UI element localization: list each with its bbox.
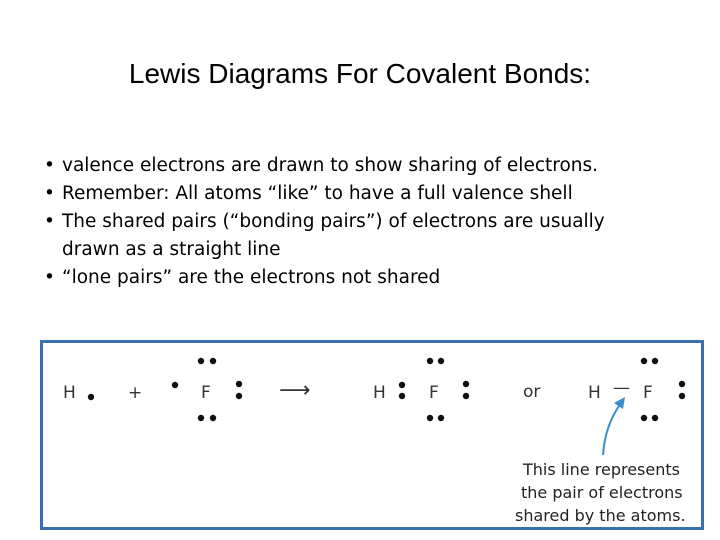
electron-dot	[679, 393, 685, 399]
bullet-item	[44, 208, 605, 264]
bullet-text-continuation: drawn as a straight line	[62, 239, 281, 260]
electron-dot	[641, 415, 647, 421]
electron-dot	[172, 382, 178, 388]
electron-dot	[399, 393, 405, 399]
electron-dot	[427, 415, 433, 421]
pointer-arrowhead	[614, 397, 625, 409]
bullet-item	[44, 180, 605, 208]
electron-dot	[198, 358, 204, 364]
electron-dot	[679, 381, 685, 387]
bullet-text: Remember: All atoms “like” to have a full valence shell	[62, 183, 573, 204]
hydrogen-symbol: H	[373, 383, 386, 403]
bullet-item	[44, 152, 605, 180]
electron-dot	[652, 358, 658, 364]
bond-line: —	[613, 378, 630, 398]
electron-dot	[652, 415, 658, 421]
lewis-diagram	[43, 343, 701, 527]
caption-line: the pair of electrons	[521, 483, 683, 502]
electron-dot	[210, 415, 216, 421]
bullet-item	[44, 264, 605, 292]
caption-line: shared by the atoms.	[515, 506, 686, 525]
electron-dot	[210, 358, 216, 364]
fluorine-symbol: F	[429, 383, 439, 403]
electron-dot	[88, 394, 94, 400]
electron-dot	[236, 393, 242, 399]
fluorine-symbol: F	[201, 383, 211, 403]
or-label: or	[523, 382, 541, 402]
electron-dot	[236, 381, 242, 387]
plus-sign: +	[128, 383, 143, 403]
electron-dot	[438, 415, 444, 421]
electron-dot	[438, 358, 444, 364]
reaction-arrow: ⟶	[279, 378, 311, 403]
electron-dot	[399, 382, 405, 388]
bullet-text: The shared pairs (“bonding pairs”) of electrons are usually	[62, 211, 605, 232]
bullet-list	[44, 152, 605, 292]
hydrogen-symbol: H	[588, 383, 601, 403]
electron-dot	[198, 415, 204, 421]
pointer-arrow	[603, 403, 621, 455]
electron-dot	[641, 358, 647, 364]
lewis-diagram-figure	[40, 340, 704, 530]
slide-title: Lewis Diagrams For Covalent Bonds:	[128, 58, 592, 89]
electron-dot	[463, 381, 469, 387]
bullet-text: “lone pairs” are the electrons not shared	[62, 267, 441, 288]
bullet-text: valence electrons are drawn to show sharing of electrons.	[62, 155, 599, 176]
electron-dot	[463, 393, 469, 399]
fluorine-symbol: F	[643, 383, 653, 403]
electron-dot	[427, 358, 433, 364]
caption-line: This line represents	[523, 460, 680, 479]
hydrogen-symbol: H	[63, 383, 76, 403]
